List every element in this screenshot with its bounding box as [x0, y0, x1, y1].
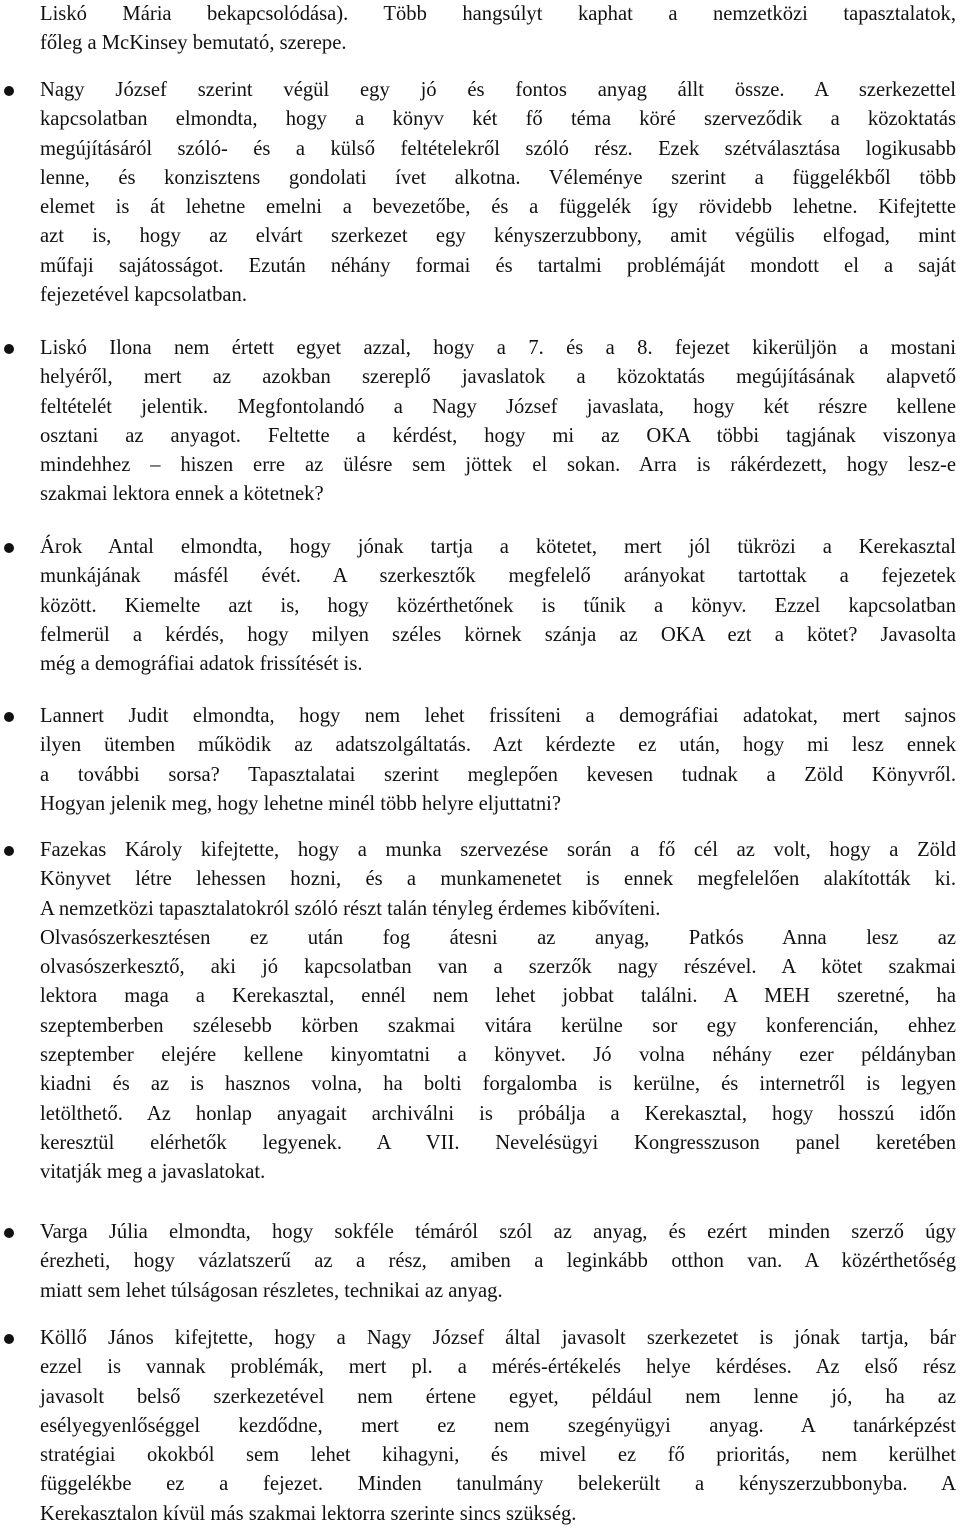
text-line: Köllő János kifejtette, hogy a Nagy József által javasolt szerkezetet is jónak tartja, bár	[40, 1327, 956, 1349]
text-line: helyéről, mert az azokban szereplő javaslatok a közoktatás megújításának alapvető	[40, 366, 956, 389]
bullet-icon	[4, 846, 14, 856]
text-line: között. Kiemelte azt is, hogy közérthetőnek is tűnik a könyv. Ezzel kapcsolatban	[40, 594, 956, 617]
text-line: javasolt belső szerkezetével nem értene egyet, például nem lenne jó, ha az	[40, 1385, 956, 1408]
text-line: Árok Antal elmondta, hogy jónak tartja a kötetet, mert jól tükrözi a Kerekasztal	[40, 536, 956, 558]
text-line: megújításáról szóló- és a külső feltételekről szóló rész. Ezek szétválasztása logikusabb	[40, 137, 956, 160]
text-line: keresztül elérhetők legyenek. A VII. Nevelésügyi Kongresszuson panel keretében	[40, 1131, 956, 1154]
text-line: főleg a McKinsey bemutató, szerepe.	[40, 32, 347, 55]
bullet-icon	[4, 344, 14, 354]
text-line: a további sorsa? Tapasztalatai szerint meglepően kevesen tudnak a Zöld Könyvről.	[40, 763, 956, 786]
bullet-icon	[4, 712, 14, 722]
text-line: felmerül a kérdés, hogy milyen széles körnek szánja az OKA ezt a kötet? Javasolta	[40, 623, 956, 646]
list-item-kollo-janos	[40, 1324, 956, 1529]
text-line: még a demográfiai adatok frissítését is.	[40, 653, 363, 676]
text-line: elemet is át lehetne emelni a bevezetőbe, és a függelék így rövidebb lehetne. Kifejtette	[40, 196, 956, 219]
text-line: szeptember elejére kellene kinyomtatni a könyvet. Jó volna néhány ezer példányban	[40, 1044, 956, 1067]
text-line: érezheti, hogy vázlatszerű az a rész, amiben a leginkább otthon van. A közérthetőség	[40, 1250, 956, 1273]
text-line: Kerekasztalon kívül más szakmai lektorra szerinte sincs szükség.	[40, 1502, 577, 1525]
text-line: szeptemberben szélesebb körben szakmai vitára kerülne sor egy konferencián, ehhez	[40, 1014, 956, 1037]
text-line: függelékbe ez a fejezet. Minden tanulmány belekerült a kényszerzubbonyba. A	[40, 1473, 956, 1496]
text-line: Nagy József szerint végül egy jó és fontos anyag állt össze. A szerkezettel	[40, 79, 956, 101]
bullet-icon	[4, 543, 14, 553]
text-line: miatt sem lehet túlságosan részletes, technikai az anyag.	[40, 1279, 503, 1302]
text-line: Liskó Ilona nem értett egyet azzal, hogy a 7. és a 8. fejezet kikerüljön a mostani	[40, 337, 956, 359]
text-line: fejezetével kapcsolatban.	[40, 284, 247, 307]
text-line: lektora maga a Kerekasztal, ennél nem lehet jobbat találni. A MEH szeretné, ha	[40, 985, 956, 1008]
text-line: munkájának másfél évét. A szerkesztők megfelelő arányokat tartottak a fejezetek	[40, 565, 956, 588]
list-item-varga-julia	[40, 1218, 956, 1306]
text-line: olvasószerkesztő, aki jó kapcsolatban van a szerzők nagy részével. A kötet szakmai	[40, 956, 956, 979]
text-line: osztani az anyagot. Feltette a kérdést, hogy mi az OKA többi tagjának viszonya	[40, 424, 956, 447]
text-line: szakmai lektora ennek a kötetnek?	[40, 483, 324, 506]
list-item-arok-antal	[40, 533, 956, 679]
text-line: esélyegyenlőséggel kezdődne, mert ez nem szegényügyi anyag. A tanárképzést	[40, 1414, 956, 1437]
text-line: Könyvet létre lehessen hozni, és a munkamenetet is ennek megfelelően alakították ki.	[40, 868, 956, 891]
list-item-fazekas-karoly	[40, 836, 956, 1188]
text-line: kiadni és az is hasznos volna, ha bolti forgalomba is kerülne, és internetről is legyen	[40, 1073, 956, 1096]
text-line: ilyen ütemben működik az adatszolgáltatás. Azt kérdezte ez után, hogy mi lesz ennek	[40, 734, 956, 757]
text-line: feltételét jelentik. Megfontolandó a Nagy József javaslata, hogy két részre kellene	[40, 395, 956, 418]
list-item-lisko-ilona	[40, 334, 956, 510]
text-line: lenne, és konzisztens gondolati ívet alkotna. Véleménye szerint a függelékből több	[40, 166, 956, 189]
text-line: Lannert Judit elmondta, hogy nem lehet frissíteni a demográfiai adatokat, mert sajnos	[40, 705, 956, 727]
text-line: kapcsolatban elmondta, hogy a könyv két fő téma köré szerveződik a közoktatás	[40, 108, 956, 131]
text-line: Varga Júlia elmondta, hogy sokféle témáról szól az anyag, és ezért minden szerző úgy	[40, 1221, 956, 1243]
text-line: mindehhez – hiszen erre az ülésre sem jöttek el sokan. Arra is rákérdezett, hogy lesz-e	[40, 454, 956, 477]
bullet-icon	[4, 1334, 14, 1344]
text-line: vitatják meg a javaslatokat.	[40, 1161, 266, 1184]
list-item-nagy-jozsef	[40, 76, 956, 310]
paragraph-continuation	[40, 0, 956, 59]
list-item-lannert-judit	[40, 702, 956, 819]
text-line: műfaji sajátosságot. Ezután néhány formai és tartalmi problémáját mondott el a saját	[40, 254, 956, 277]
text-line: Liskó Mária bekapcsolódása). Több hangsúlyt kaphat a nemzetközi tapasztalatok,	[40, 3, 956, 25]
text-line: Fazekas Károly kifejtette, hogy a munka szervezése során a fő cél az volt, hogy a Zöld	[40, 839, 956, 861]
text-line: Hogyan jelenik meg, hogy lehetne minél több helyre eljuttatni?	[40, 792, 561, 815]
text-line: stratégiai okokból sem lehet kihagyni, és mivel ez fő prioritás, nem kerülhet	[40, 1444, 956, 1467]
text-line: letölthető. Az honlap anyagait archiválni is próbálja a Kerekasztal, hogy hosszú időn	[40, 1102, 956, 1125]
text-line: Olvasószerkesztésen ez után fog átesni az anyag, Patkós Anna lesz az	[40, 926, 956, 949]
text-line: A nemzetközi tapasztalatokról szóló részt talán tényleg érdemes kibővíteni.	[40, 897, 661, 920]
text-line: azt is, hogy az elvárt szerkezet egy kényszerzubbony, amit végülis elfogad, mint	[40, 225, 956, 248]
text-line: ezzel is vannak problémák, mert pl. a mérés-értékelés helye kérdéses. Az első rész	[40, 1356, 956, 1379]
bullet-icon	[4, 86, 14, 96]
bullet-icon	[4, 1228, 14, 1238]
